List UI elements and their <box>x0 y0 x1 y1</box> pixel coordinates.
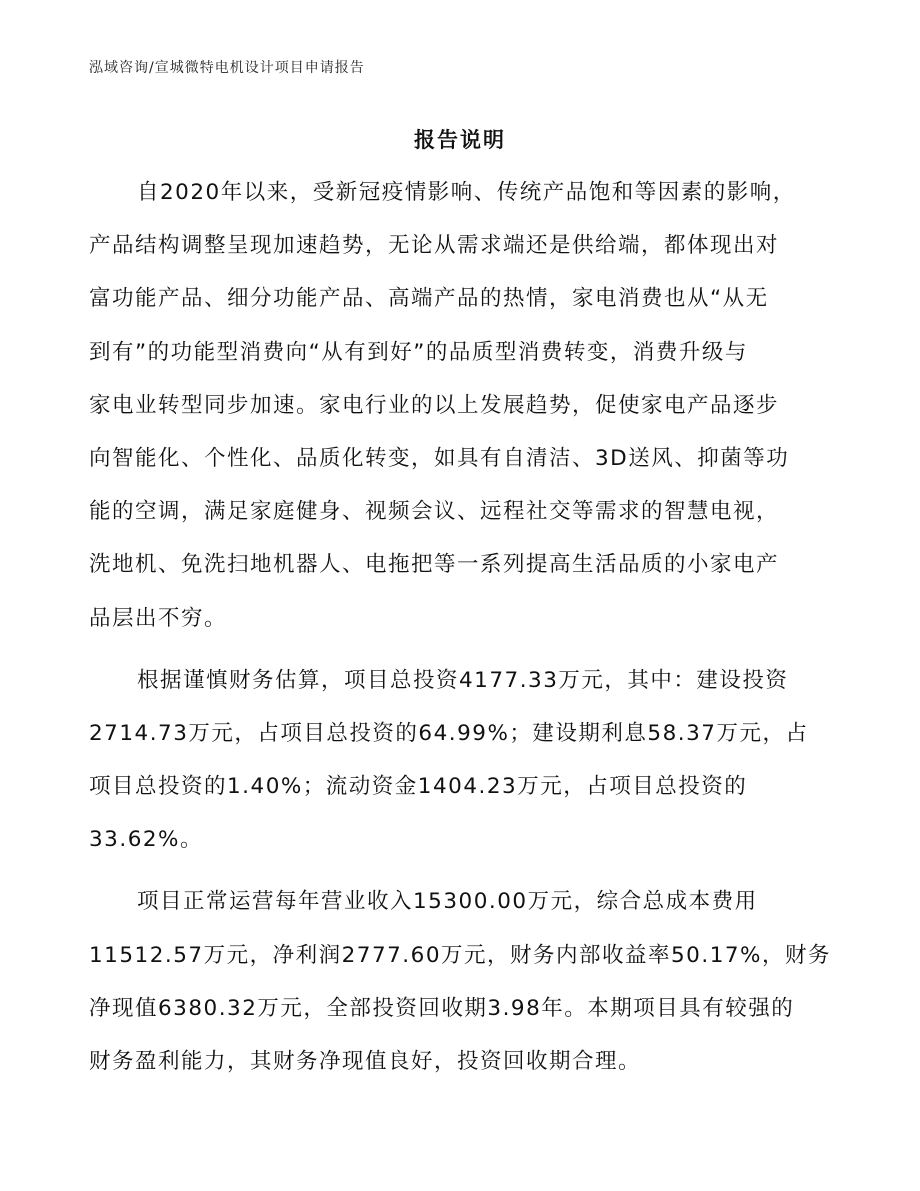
running-header: 泓域咨询/宣城微特电机设计项目申请报告 <box>89 60 365 76</box>
document-body <box>89 166 829 1088</box>
paragraph-market-trends <box>89 166 829 645</box>
text-line: 产品结构调整呈现加速趋势，无论从需求端还是供给端，都体现出对 <box>89 233 780 259</box>
text-line: 能的空调，满足家庭健身、视频会议、远程社交等需求的智慧电视， <box>89 499 780 525</box>
text-line: 向智能化、个性化、品质化转变，如具有自清洁、3D送风、抑菌等功 <box>89 445 790 471</box>
text-line: 家电业转型同步加速。家电行业的以上发展趋势，促使家电产品逐步 <box>89 392 780 418</box>
text-line: 洗地机、免洗扫地机器人、电拖把等一系列提高生活品质的小家电产 <box>89 552 780 578</box>
text-line: 33.62%。 <box>89 827 203 853</box>
text-line: 富功能产品、细分功能产品、高端产品的热情，家电消费也从“从无 <box>89 286 769 312</box>
text-line: 自2020年以来，受新冠疫情影响、传统产品饱和等因素的影响， <box>137 180 796 205</box>
text-line: 项目总投资的1.40%；流动资金1404.23万元，占项目总投资的 <box>89 774 748 800</box>
text-line: 根据谨慎财务估算，项目总投资4177.33万元，其中：建设投资 <box>137 667 789 693</box>
text-line: 净现值6380.32万元，全部投资回收期3.98年。本期项目具有较强的 <box>89 995 795 1021</box>
text-line: 到有”的功能型消费向“从有到好”的品质型消费转变，消费升级与 <box>89 339 748 365</box>
text-line: 2714.73万元，占项目总投资的64.99%；建设期利息58.37万元，占 <box>89 720 809 746</box>
section-title: 报告说明 <box>414 128 506 152</box>
text-line: 品层出不穷。 <box>89 605 228 631</box>
text-line: 财务盈利能力，其财务净现值良好，投资回收期合理。 <box>89 1049 642 1074</box>
paragraph-investment <box>89 654 829 867</box>
text-line: 项目正常运营每年营业收入15300.00万元，综合总成本费用 <box>137 889 758 915</box>
text-line: 11512.57万元，净利润2777.60万元，财务内部收益率50.17%，财务 <box>89 942 831 968</box>
paragraph-financials <box>89 875 829 1088</box>
